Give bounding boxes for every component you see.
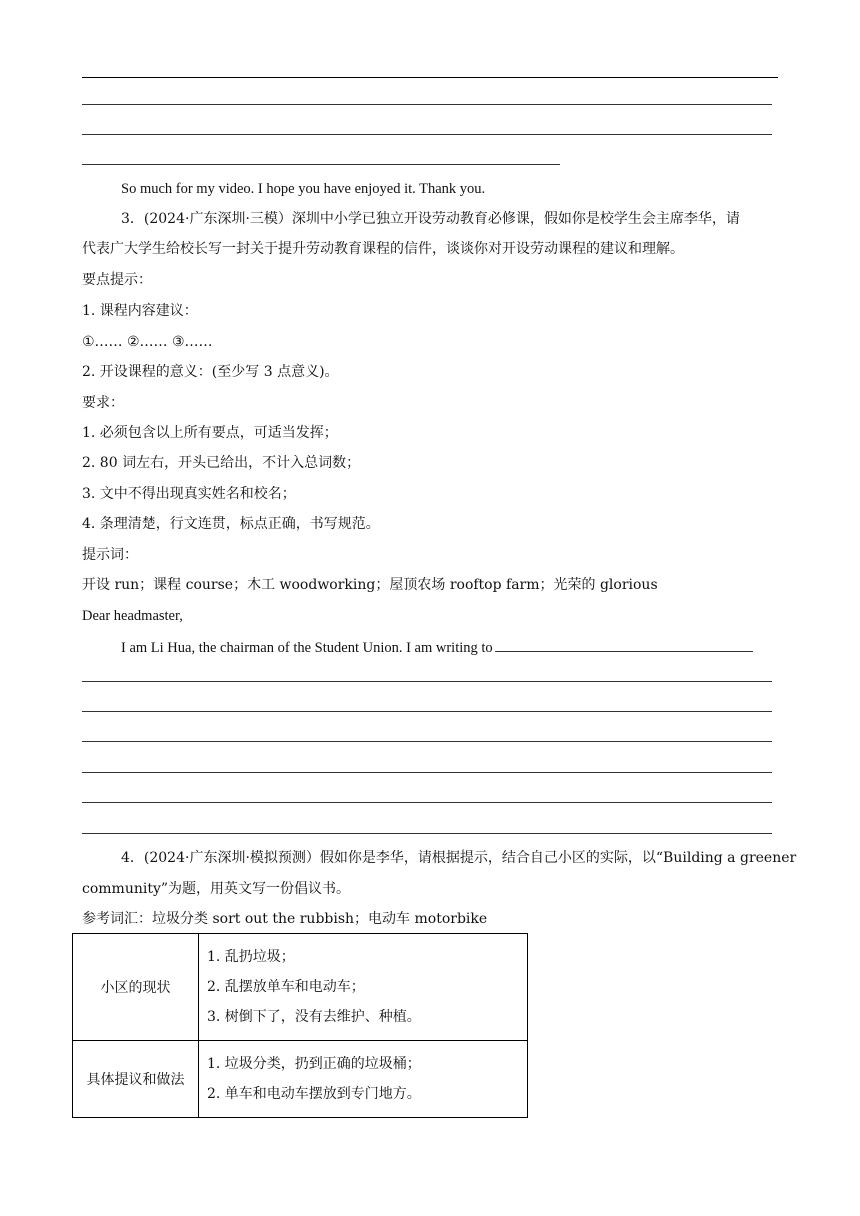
top-rule	[82, 77, 778, 78]
table-item: 2. 乱摆放单车和电动车；	[207, 979, 365, 995]
table-category-cell: 具体提议和做法	[73, 1041, 199, 1118]
q4-prompt-line2: community”为题，用英文写一份倡议书。	[82, 881, 351, 897]
q3-req2: 2. 80 词左右，开头已给出，不计入总词数；	[82, 455, 361, 471]
q3-prompt-line1: 3．(2024·广东深圳·三模）深圳中小学已独立开设劳动教育必修课，假如你是校学生会主席李华，请	[121, 211, 740, 227]
answer-line	[82, 134, 772, 135]
q3-req4: 4. 条理清楚，行文连贯，标点正确，书写规范。	[82, 516, 380, 532]
table-item: 2. 单车和电动车摆放到专门地方。	[207, 1086, 421, 1102]
letter-opening	[121, 637, 753, 657]
q3-points-heading: 要点提示：	[82, 272, 152, 288]
q3-hint-words: 开设 run；课程 course；木工 woodworking；屋顶农场 rooftop farm；光荣的 glorious	[82, 577, 658, 593]
table-detail-cell	[199, 1041, 528, 1118]
q3-requirements-heading: 要求：	[82, 395, 124, 411]
answer-line	[82, 104, 772, 105]
answer-line[interactable]	[82, 772, 772, 773]
table-item: 1. 乱扔垃圾；	[207, 949, 295, 965]
table-row	[73, 1041, 528, 1118]
table-detail-cell	[199, 934, 528, 1041]
answer-line[interactable]	[82, 681, 772, 682]
closing-sentence: So much for my video. I hope you have enjoyed it. Thank you.	[121, 181, 486, 197]
q3-prompt-line2: 代表广大学生给校长写一封关于提升劳动教育课程的信件，谈谈你对开设劳动课程的建议和理解。	[82, 241, 684, 257]
q4-prompt-line1: 4．(2024·广东深圳·模拟预测）假如你是李华，请根据提示，结合自己小区的实际，以“Building a greener	[121, 850, 797, 866]
q4-hint-table	[72, 933, 528, 1118]
q3-hint-heading: 提示词：	[82, 547, 138, 563]
table-category-cell: 小区的现状	[73, 934, 199, 1041]
table-row	[73, 934, 528, 1041]
q4-vocab: 参考词汇：垃圾分类 sort out the rubbish；电动车 motorbike	[82, 911, 488, 927]
answer-line[interactable]	[82, 741, 772, 742]
q3-point1: 1. 课程内容建议：	[82, 303, 198, 319]
q3-req1: 1. 必须包含以上所有要点，可适当发挥；	[82, 425, 338, 441]
letter-opening-blank[interactable]	[495, 637, 753, 652]
answer-line[interactable]	[82, 833, 772, 834]
table-item: 3. 树倒下了，没有去维护、种植。	[207, 1009, 421, 1025]
answer-line[interactable]	[82, 802, 772, 803]
table-item: 1. 垃圾分类，扔到正确的垃圾桶；	[207, 1056, 421, 1072]
q3-point1-items: ①…… ②…… ③……	[82, 334, 213, 350]
letter-opening-text: I am Li Hua, the chairman of the Student Union. I am writing to	[121, 640, 493, 656]
answer-line	[82, 164, 560, 165]
letter-salutation: Dear headmaster,	[82, 608, 183, 624]
q3-req3: 3. 文中不得出现真实姓名和校名；	[82, 486, 296, 502]
q3-point2: 2. 开设课程的意义：(至少写 3 点意义)。	[82, 364, 339, 380]
answer-line[interactable]	[82, 711, 772, 712]
